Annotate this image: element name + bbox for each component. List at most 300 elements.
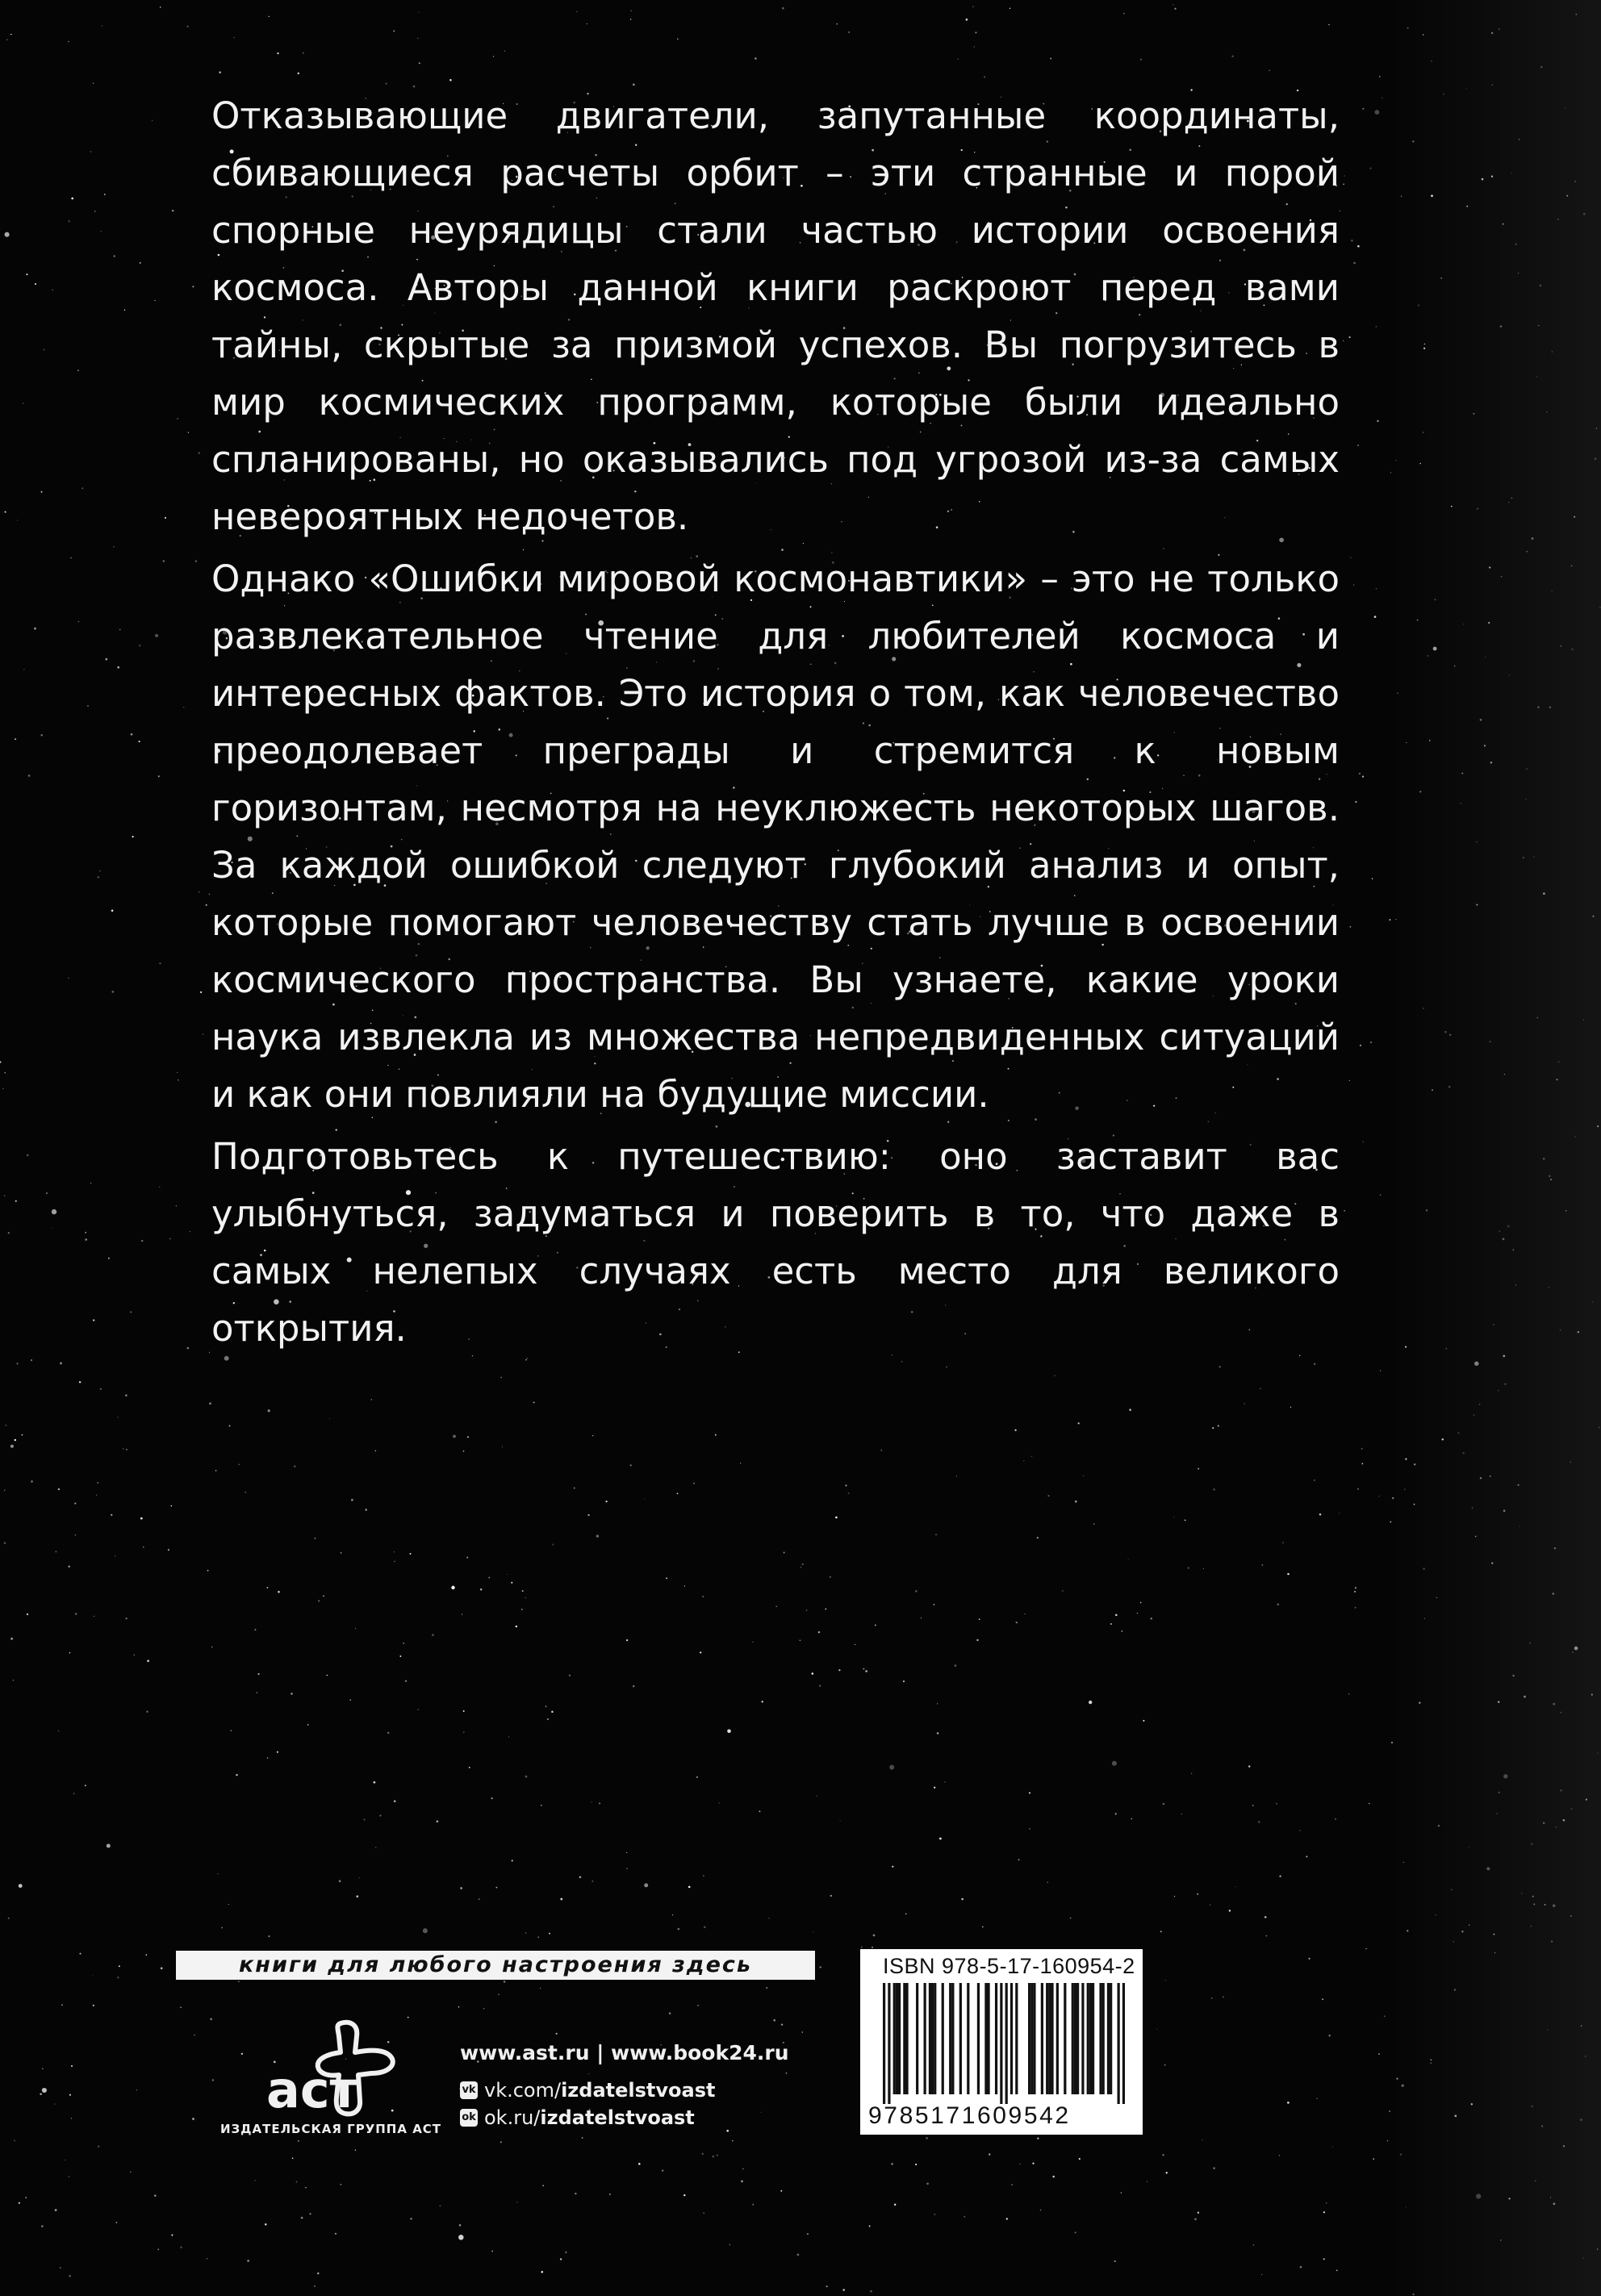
star: [644, 1883, 648, 1887]
star: [307, 1724, 309, 1726]
star: [405, 1680, 407, 1681]
star: [74, 1503, 76, 1505]
barcode-bar: [1076, 1983, 1079, 2094]
star: [387, 1732, 389, 1734]
star: [60, 1363, 62, 1365]
barcode-bar: [1000, 1983, 1002, 2104]
star: [1031, 1456, 1032, 1457]
star: [355, 2149, 356, 2150]
star: [1335, 1818, 1336, 1820]
ean-digits: 9785171609542: [868, 2102, 1071, 2129]
star: [58, 1488, 60, 1490]
barcode-bar: [1041, 1983, 1043, 2094]
star: [818, 1631, 820, 1633]
star: [23, 403, 24, 404]
star: [111, 1514, 112, 1516]
star: [582, 2137, 583, 2139]
star: [1258, 1821, 1260, 1823]
barcode-bar: [1099, 1983, 1101, 2094]
star: [5, 511, 6, 513]
star: [1115, 1614, 1118, 1617]
star: [432, 1634, 434, 1636]
star: [111, 910, 114, 912]
star: [935, 1534, 936, 1535]
star: [1014, 1430, 1016, 1431]
star: [15, 1439, 16, 1441]
star: [498, 1994, 500, 1996]
star: [418, 12, 419, 13]
star: [318, 1600, 320, 1601]
star: [41, 491, 43, 493]
barcode-bar: [951, 1983, 954, 2094]
vk-link[interactable]: [460, 2079, 789, 2102]
star: [1277, 1603, 1279, 1605]
star: [8, 1918, 10, 1919]
star: [732, 2140, 734, 2142]
star: [848, 31, 850, 33]
star: [75, 1613, 77, 1614]
star: [1191, 1773, 1192, 1774]
star: [305, 2187, 306, 2188]
star: [68, 978, 69, 979]
star: [975, 31, 976, 33]
star: [966, 19, 968, 21]
star: [409, 1553, 411, 1555]
barcode-bar: [967, 1983, 969, 2094]
star: [802, 2031, 804, 2033]
star: [592, 1435, 593, 1436]
star: [1212, 1427, 1214, 1429]
star: [23, 669, 24, 670]
star: [70, 557, 71, 558]
star: [34, 628, 36, 630]
ok-prefix: ok.ru/: [484, 2106, 541, 2129]
star: [1006, 2218, 1008, 2219]
star: [1332, 2147, 1333, 2148]
blurb-paragraph-2: Однако «Ошибки мировой космонавтики» – это не только развлекательное чтение для любителей космоса и интересных фактов. Это история о том, как человечество преодолевает преграды и стремится к новым горизонтам, несмотря на неуклюжесть некоторых шагов. За каждой ошибкой следуют глубокий анализ и опыт, которые помогают человечеству стать лучше в освоении космического пространства. Вы узнаете, какие уроки наука извлекла из множества непредвиденных ситуаций и как они повлияли на будущие миссии.: [211, 557, 1340, 1116]
star: [410, 2218, 412, 2220]
star: [277, 52, 278, 54]
barcode-bar: [959, 1983, 962, 2094]
star: [356, 1895, 358, 1897]
star: [1115, 1813, 1117, 1814]
back-cover-blurb: [211, 87, 1340, 1362]
star: [96, 1495, 97, 1496]
star: [752, 2204, 754, 2206]
star: [87, 705, 89, 707]
star: [1384, 2015, 1385, 2016]
star: [40, 734, 43, 737]
star: [157, 2248, 159, 2250]
star: [982, 1927, 984, 1928]
star: [1032, 2163, 1034, 2165]
star: [726, 2130, 729, 2132]
star: [626, 1868, 628, 1869]
star: [1165, 1980, 1166, 1981]
star: [108, 1258, 110, 1259]
star: [1110, 1623, 1112, 1625]
star: [1361, 1448, 1363, 1450]
star: [1328, 24, 1330, 26]
star: [1373, 2158, 1374, 2160]
star: [591, 1801, 592, 1802]
star: [437, 1820, 439, 1822]
star: [677, 39, 678, 40]
star: [1355, 1587, 1356, 1588]
star: [633, 84, 635, 86]
star: [587, 1514, 589, 1516]
star: [974, 46, 975, 47]
ok-handle: izdatelstvoast: [540, 2106, 695, 2129]
star: [957, 59, 959, 61]
star: [359, 1877, 360, 1878]
star: [626, 1852, 627, 1853]
star: [317, 2273, 319, 2274]
star: [55, 1551, 56, 1552]
star: [752, 1642, 753, 1643]
star: [92, 1975, 93, 1976]
star: [394, 1800, 396, 1802]
star: [1378, 1496, 1379, 1497]
star: [741, 2180, 743, 2182]
star: [364, 1819, 366, 1821]
star: [1365, 1948, 1366, 1949]
barcode-bar: [1107, 1983, 1110, 2094]
star: [626, 1639, 628, 1641]
star: [869, 2225, 871, 2227]
star: [522, 1590, 524, 1592]
star: [124, 309, 126, 311]
star: [905, 1913, 907, 1914]
star: [979, 1618, 980, 1620]
star: [206, 904, 207, 906]
star: [1350, 926, 1352, 928]
barcode-bar: [893, 1983, 896, 2094]
star: [1174, 1896, 1175, 1897]
star: [1279, 1876, 1281, 1877]
star: [393, 30, 395, 31]
star: [341, 1552, 342, 1554]
star: [1357, 245, 1360, 248]
star: [784, 1552, 785, 1554]
logo-wordmark: аст: [266, 2060, 359, 2119]
star: [873, 1935, 876, 1937]
star: [697, 2005, 699, 2006]
star: [926, 2137, 928, 2139]
star: [504, 51, 505, 52]
star: [209, 894, 210, 895]
star: [1317, 2098, 1318, 2099]
star: [1359, 773, 1361, 774]
star: [269, 16, 270, 17]
barcode-bar: [1015, 1983, 1018, 2094]
star: [268, 1409, 270, 1412]
star: [1151, 1618, 1152, 1619]
star: [98, 2145, 100, 2148]
star: [463, 1731, 465, 1733]
star: [327, 1675, 328, 1676]
star: [1050, 57, 1051, 59]
star: [964, 2216, 965, 2218]
star: [458, 2006, 459, 2007]
vk-icon: vk: [460, 2081, 478, 2099]
barcode-bar: [1102, 1983, 1105, 2094]
star: [5, 1072, 6, 1073]
star: [119, 629, 120, 630]
star: [178, 1079, 179, 1081]
star: [1143, 1720, 1144, 1722]
star: [491, 1797, 493, 1799]
star: [1369, 167, 1371, 169]
star: [451, 1586, 454, 1589]
star: [1336, 2269, 1338, 2271]
star: [160, 6, 161, 8]
barcode-bar: [924, 1983, 926, 2094]
star: [479, 1898, 480, 1900]
star: [961, 1898, 964, 1901]
star: [221, 1927, 223, 1929]
barcode-bar: [1033, 1983, 1035, 2094]
star: [1362, 775, 1364, 777]
star: [830, 1895, 832, 1897]
star: [845, 1484, 846, 1486]
star: [835, 1517, 838, 1519]
star: [662, 2169, 663, 2171]
star: [190, 1231, 191, 1233]
star: [1353, 584, 1355, 586]
star: [1174, 8, 1176, 10]
star: [1290, 1407, 1291, 1408]
star: [1374, 110, 1379, 115]
star: [1353, 262, 1356, 265]
star: [98, 876, 99, 878]
star: [31, 1480, 33, 1483]
star: [463, 1710, 465, 1712]
star: [1287, 2102, 1290, 2104]
barcode-bar: [888, 1983, 890, 2104]
publisher-caption: ИЗДАТЕЛЬСКАЯ ГРУППА АСТ: [219, 2122, 442, 2136]
star: [1219, 1366, 1220, 1367]
star: [79, 1953, 81, 1955]
star: [35, 283, 36, 285]
star: [1357, 1488, 1358, 1489]
star: [90, 151, 91, 152]
star: [68, 220, 69, 222]
star: [1052, 2176, 1055, 2178]
star: [1231, 56, 1234, 58]
star: [199, 452, 200, 453]
ok-link[interactable]: [460, 2106, 789, 2129]
star: [1211, 1998, 1213, 1999]
star: [560, 2258, 562, 2260]
star: [934, 2214, 936, 2215]
star: [569, 1675, 571, 1676]
star: [170, 1505, 172, 1507]
star: [6, 1425, 7, 1426]
star: [1202, 2139, 1203, 2140]
star: [865, 1670, 867, 1672]
star: [247, 2260, 249, 2262]
star: [466, 1556, 468, 1558]
star: [1203, 1568, 1204, 1569]
star: [574, 1488, 575, 1489]
star: [1379, 76, 1381, 77]
star: [1121, 2192, 1122, 2194]
star: [915, 1590, 918, 1593]
star: [2, 1088, 3, 1089]
star: [207, 1570, 209, 1572]
star: [1075, 1501, 1077, 1503]
star: [1370, 1042, 1372, 1043]
star: [5, 232, 10, 237]
star: [511, 1582, 512, 1584]
star: [54, 2103, 56, 2105]
star: [812, 1672, 814, 1675]
star: [1266, 1935, 1267, 1936]
star: [1378, 2053, 1380, 2055]
star: [1029, 1792, 1030, 1793]
vk-handle: izdatelstvoast: [561, 2079, 716, 2102]
star: [1276, 1803, 1277, 1805]
star: [25, 2197, 27, 2198]
star: [257, 1692, 258, 1693]
star: [693, 1483, 695, 1484]
star: [228, 1904, 229, 1905]
star: [1244, 1403, 1245, 1404]
star: [825, 1609, 826, 1610]
spine-shadow: [1391, 0, 1601, 2296]
star: [183, 707, 184, 708]
star: [257, 1673, 259, 1675]
publisher-logo: [218, 2017, 444, 2138]
star: [1319, 1513, 1322, 1516]
star: [1322, 1998, 1323, 2000]
star: [278, 1591, 280, 1593]
star: [547, 1718, 549, 1720]
star: [371, 1399, 372, 1400]
star: [549, 1933, 550, 1935]
star: [525, 1776, 528, 1778]
star: [565, 2252, 567, 2254]
star: [870, 2290, 872, 2293]
star: [1329, 2035, 1331, 2036]
star: [133, 1655, 135, 1656]
star: [633, 1685, 635, 1688]
star: [152, 120, 153, 121]
star: [177, 418, 178, 420]
star: [1011, 2184, 1013, 2185]
star: [69, 1652, 71, 1654]
star: [1070, 1918, 1072, 1919]
star: [10, 34, 11, 35]
star: [417, 38, 418, 39]
star: [113, 546, 114, 547]
star: [677, 1928, 679, 1931]
star: [1350, 557, 1351, 558]
star: [1361, 1463, 1363, 1464]
star: [666, 1577, 667, 1579]
star: [301, 2217, 303, 2219]
star: [541, 2271, 544, 2273]
star: [155, 634, 158, 637]
star: [386, 83, 387, 85]
barcode-bar: [934, 1983, 936, 2094]
star: [117, 1977, 119, 1978]
star: [759, 1810, 760, 1812]
star: [630, 10, 632, 11]
star: [1389, 2110, 1390, 2111]
barcode-bar: [898, 1983, 901, 2094]
star: [187, 1347, 189, 1349]
star: [423, 1928, 428, 1933]
star: [1023, 1460, 1024, 1461]
star: [525, 1597, 526, 1598]
star: [937, 1732, 939, 1735]
star: [161, 1967, 163, 1969]
star: [453, 1434, 456, 1438]
star: [1282, 1542, 1284, 1543]
star: [1131, 1818, 1132, 1820]
star: [591, 1881, 593, 1882]
star: [1140, 59, 1142, 61]
barcode-bar: [1064, 1983, 1066, 2094]
star: [14, 2140, 15, 2142]
star: [1019, 2164, 1021, 2165]
star: [176, 1205, 177, 1206]
star: [1323, 2211, 1325, 2213]
star: [1362, 108, 1364, 110]
barcode-bar: [896, 1983, 898, 2094]
star: [946, 1367, 947, 1368]
star: [717, 2155, 718, 2156]
star: [713, 2156, 714, 2157]
publisher-links: [460, 2041, 789, 2129]
star: [459, 2224, 462, 2227]
star: [551, 1711, 553, 1713]
star: [892, 1866, 893, 1868]
star: [136, 2089, 137, 2090]
star: [41, 2225, 43, 2227]
star: [861, 1946, 863, 1947]
star: [126, 1618, 127, 1619]
star: [163, 560, 165, 561]
star: [934, 1787, 935, 1789]
star: [212, 2079, 215, 2081]
blurb-paragraph-1: Отказывающие двигатели, запутанные координаты, сбивающиеся расчеты орбит – эти странные и порой спорные неурядицы стали частью истории освоения космоса. Авторы данной книги раскроют перед вами тайны, скрытые за призмой успехов. Вы погрузитесь в мир космических программ, которые были идеально спланированы, но оказывались под угрозой из-за самых невероятных недочетов.: [211, 94, 1340, 538]
barcode-bar: [1051, 1983, 1053, 2094]
star: [147, 1660, 149, 1663]
publisher-websites[interactable]: www.ast.ru | www.book24.ru: [460, 2041, 789, 2064]
star: [44, 349, 45, 351]
barcode-bar: [1092, 1983, 1094, 2094]
isbn-label: ISBN 978-5-17-160954-2: [883, 1954, 1135, 1978]
star: [516, 1626, 517, 1627]
star: [236, 1774, 238, 1776]
star: [644, 1498, 645, 1499]
isbn-barcode-panel: [860, 1949, 1143, 2135]
star: [46, 1192, 48, 1194]
star: [495, 1887, 497, 1889]
star: [1252, 1805, 1254, 1806]
star: [71, 2118, 72, 2119]
star: [111, 991, 114, 993]
star: [1374, 616, 1377, 618]
star: [130, 1311, 132, 1313]
star: [52, 1209, 56, 1214]
star: [239, 1464, 240, 1465]
star: [100, 1388, 102, 1391]
star: [1037, 2138, 1039, 2139]
